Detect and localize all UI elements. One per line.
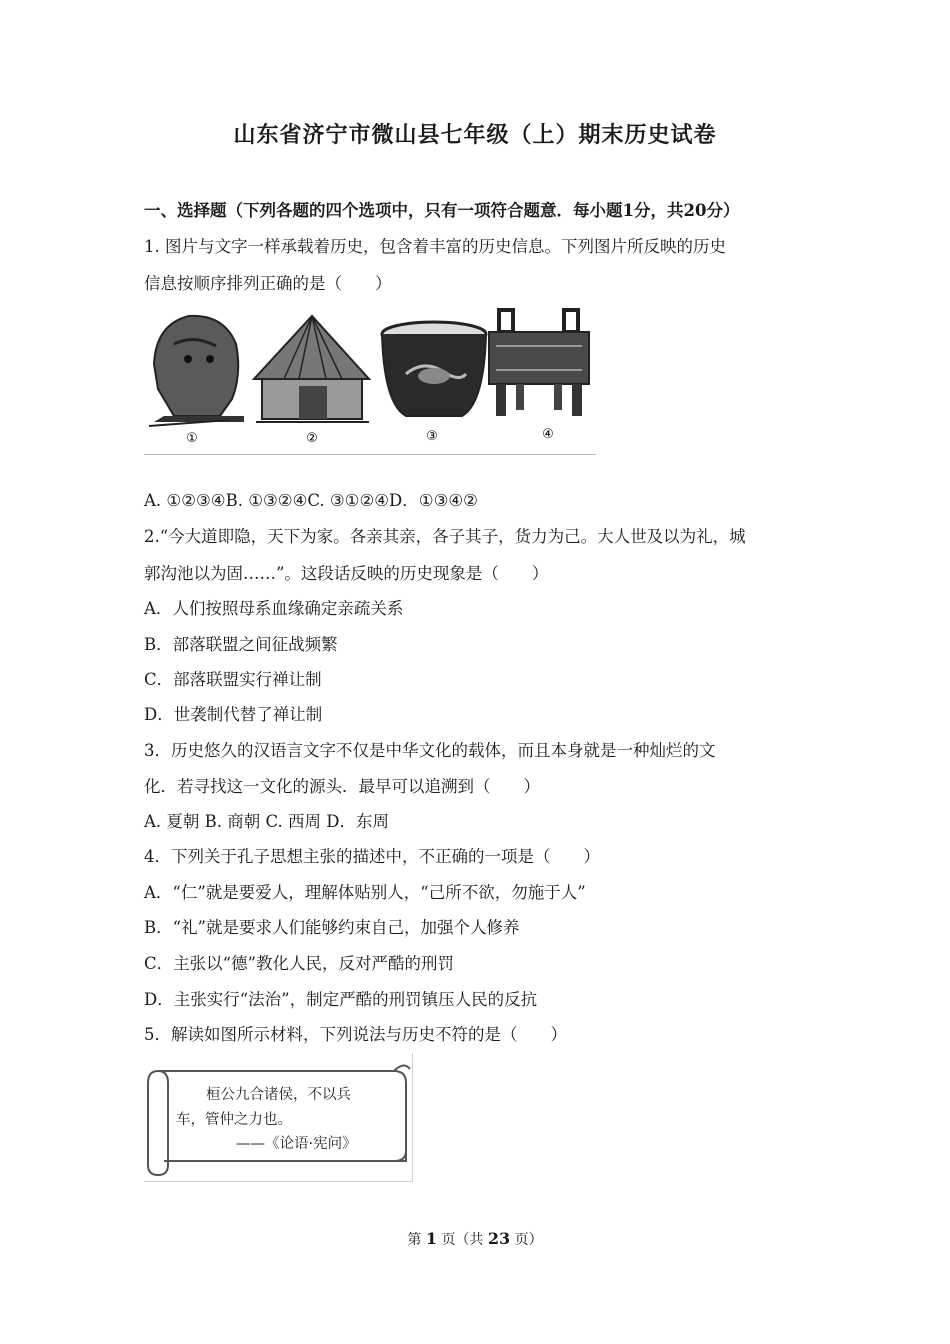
q2-option-d: D．世袭制代替了禅让制 (144, 705, 323, 724)
scroll-quote-line2: 车，管仲之力也。 (176, 1112, 292, 1128)
q1-stem-line1: 1. 图片与文字一样承载着历史，包含着丰富的历史信息。下列图片所反映的历史 (144, 237, 726, 256)
round-hut-image (254, 316, 369, 422)
pottery-basin-image (382, 322, 486, 416)
q4-option-c: C．主张以“德”教化人民，反对严酷的刑罚 (144, 954, 454, 973)
q4-option-a: A．“仁”就是要爱人，理解体贴别人，“己所不欲，勿施于人” (144, 883, 586, 902)
q3-stem-line1: 3．历史悠久的汉语言文字不仅是中华文化的载体，而且本身就是一种灿烂的文 (144, 741, 716, 760)
image-label-2: ② (306, 431, 318, 446)
footer-total-pages: 23 (487, 1229, 511, 1248)
footer-page-number: 1 (425, 1229, 437, 1248)
page-footer (0, 1229, 950, 1249)
footer-mid: 页（共 (441, 1232, 484, 1248)
bronze-ding-image (489, 310, 589, 416)
q2-option-b: B．部落联盟之间征战频繁 (144, 635, 338, 654)
image-label-4: ④ (542, 427, 554, 442)
image-label-1: ① (186, 431, 198, 446)
q4-stem: 4．下列关于孔子思想主张的描述中，不正确的一项是（ ） (144, 847, 600, 866)
q2-option-c: C．部落联盟实行禅让制 (144, 670, 322, 689)
q4-option-b: B．“礼”就是要求人们能够约束自己，加强个人修养 (144, 918, 520, 937)
q5-stem: 5．解读如图所示材料，下列说法与历史不符的是（ ） (144, 1025, 567, 1044)
q2-option-a: A．人们按照母系血缘确定亲疏关系 (144, 599, 404, 618)
image-label-3: ③ (426, 429, 438, 444)
footer-prefix: 第 (407, 1232, 422, 1248)
q1-artifact-images (144, 304, 596, 455)
section-heading: 一、选择题（下列各题的四个选项中，只有一项符合题意．每小题1分，共20分） (144, 201, 740, 220)
scroll-quote-line1: 桓公九合诸侯，不以兵 (206, 1087, 351, 1103)
q3-options: A. 夏朝 B. 商朝 C. 西周 D．东周 (144, 812, 390, 831)
q2-stem-line1: 2.“今大道即隐，天下为家。各亲其亲，各子其子，货力为己。大人世及以为礼，城 (144, 527, 746, 546)
footer-suffix: 页） (514, 1232, 543, 1248)
q4-option-d: D．主张实行“法治”，制定严酷的刑罚镇压人民的反抗 (144, 990, 538, 1009)
peking-man-bust-image (149, 316, 244, 426)
scroll-quote-source: ——《论语·宪问》 (236, 1136, 357, 1152)
q1-options: A. ①②③④B. ①③②④C. ③①②④D．①③④② (144, 491, 478, 510)
q5-scroll-material (144, 1053, 413, 1182)
q2-stem-line2: 郭沟池以为固……”。这段话反映的历史现象是（ ） (144, 564, 549, 583)
q1-stem-line2: 信息按顺序排列正确的是（ ） (144, 274, 392, 293)
artifact-illustration (144, 304, 596, 454)
exam-title: 山东省济宁市微山县七年级（上）期末历史试卷 (233, 122, 717, 148)
q3-stem-line2: 化．若寻找这一文化的源头．最早可以追溯到（ ） (144, 777, 540, 796)
